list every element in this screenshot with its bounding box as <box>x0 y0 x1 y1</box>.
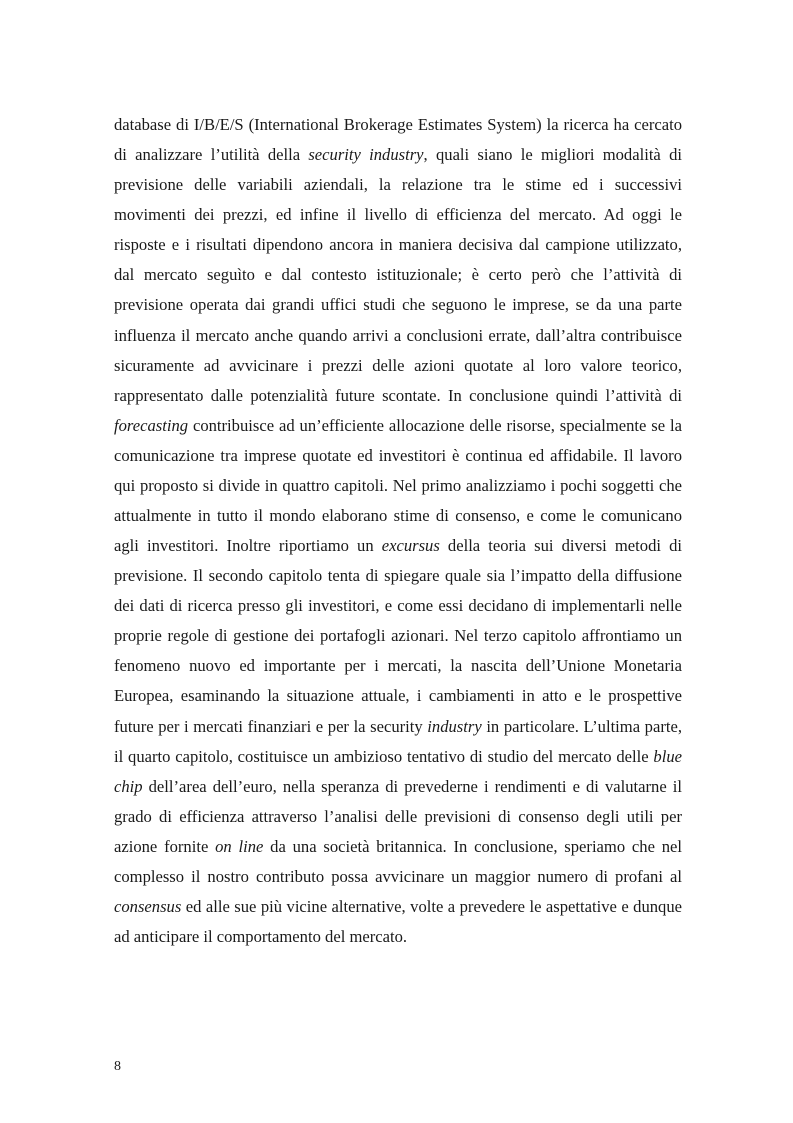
paragraph-segment: in particolare. L’ultima parte, il quarto capitolo, costituisce un ambizioso tentativo di studio del mercato delle <box>114 716 682 766</box>
page-number: 8 <box>114 1059 121 1074</box>
italic-term-on-line: on line <box>215 836 264 856</box>
italic-term-security-industry: security industry <box>308 145 424 165</box>
body-paragraph <box>114 110 682 952</box>
italic-term-forecasting: forecasting <box>114 415 189 435</box>
italic-term-industry: industry <box>427 716 482 736</box>
paragraph-segment: della teoria sui diversi metodi di previsione. Il secondo capitolo tenta di spiegare quale sia l’impatto della diffusione dei dati di ricerca presso gli investitori, e come essi decidano di implementarli nelle proprie regole di gestione dei portafogli azionari. Nel terzo capitolo affrontiamo un fenomeno nuovo ed importante per i mercati, la nascita dell’Unione Monetaria Europea, esaminando la situazione attuale, i cambiamenti in atto e le prospettive future per i mercati finanziari e per la security <box>114 536 683 736</box>
paragraph-segment: da una società britannica. In conclusione, speriamo che nel complesso il nostro contributo possa avvicinare un maggior numero di profani al <box>114 836 683 886</box>
italic-term-consensus: consensus <box>114 897 182 917</box>
paragraph-segment: database di I/B/E/S (International Brokerage Estimates System) la ricerca ha cercato di analizzare l’utilità della <box>114 115 682 165</box>
paragraph-segment: contribuisce ad un’efficiente allocazione delle risorse, specialmente se la comunicazione tra imprese quotate ed investitori è continua ed affidabile. Il lavoro qui proposto si divide in quattro capitoli. Nel primo analizziamo i pochi soggetti che attualmente in tutto il mondo elaborano stime di consenso, e come le comunicano agli investitori. Inoltre riportiamo un <box>114 415 682 556</box>
paragraph-segment: , quali siano le migliori modalità di previsione delle variabili aziendali, la relazione tra le stime ed i successivi movimenti dei prezzi, ed infine il livello di efficienza del mercato. Ad oggi le risposte e i risultati dipendono ancora in maniera decisiva dal campione utilizzato, dal mercato seguìto e dal contesto istituzionale; è certo però che l’attività di previsione operata dai grandi uffici studi che seguono le imprese, se da una parte influenza il mercato anche quando arrivi a conclusioni errate, dall’altra contribuisce sicuramente ad avvicinare i prezzi delle azioni quotate al loro valore teorico, rappresentato dalle potenzialità future scontate. In conclusione quindi l’attività di <box>114 145 682 405</box>
italic-term-blue-chip: blue chip <box>114 746 682 796</box>
paragraph-segment: ed alle sue più vicine alternative, volte a prevedere le aspettative e dunque ad anticipare il comportamento del mercato. <box>114 897 682 947</box>
italic-term-excursus: excursus <box>381 536 440 556</box>
paragraph-segment: dell’area dell’euro, nella speranza di prevederne i rendimenti e di valutarne il grado di efficienza attraverso l’analisi delle previsioni di consenso degli utili per azione fornite <box>114 776 682 856</box>
